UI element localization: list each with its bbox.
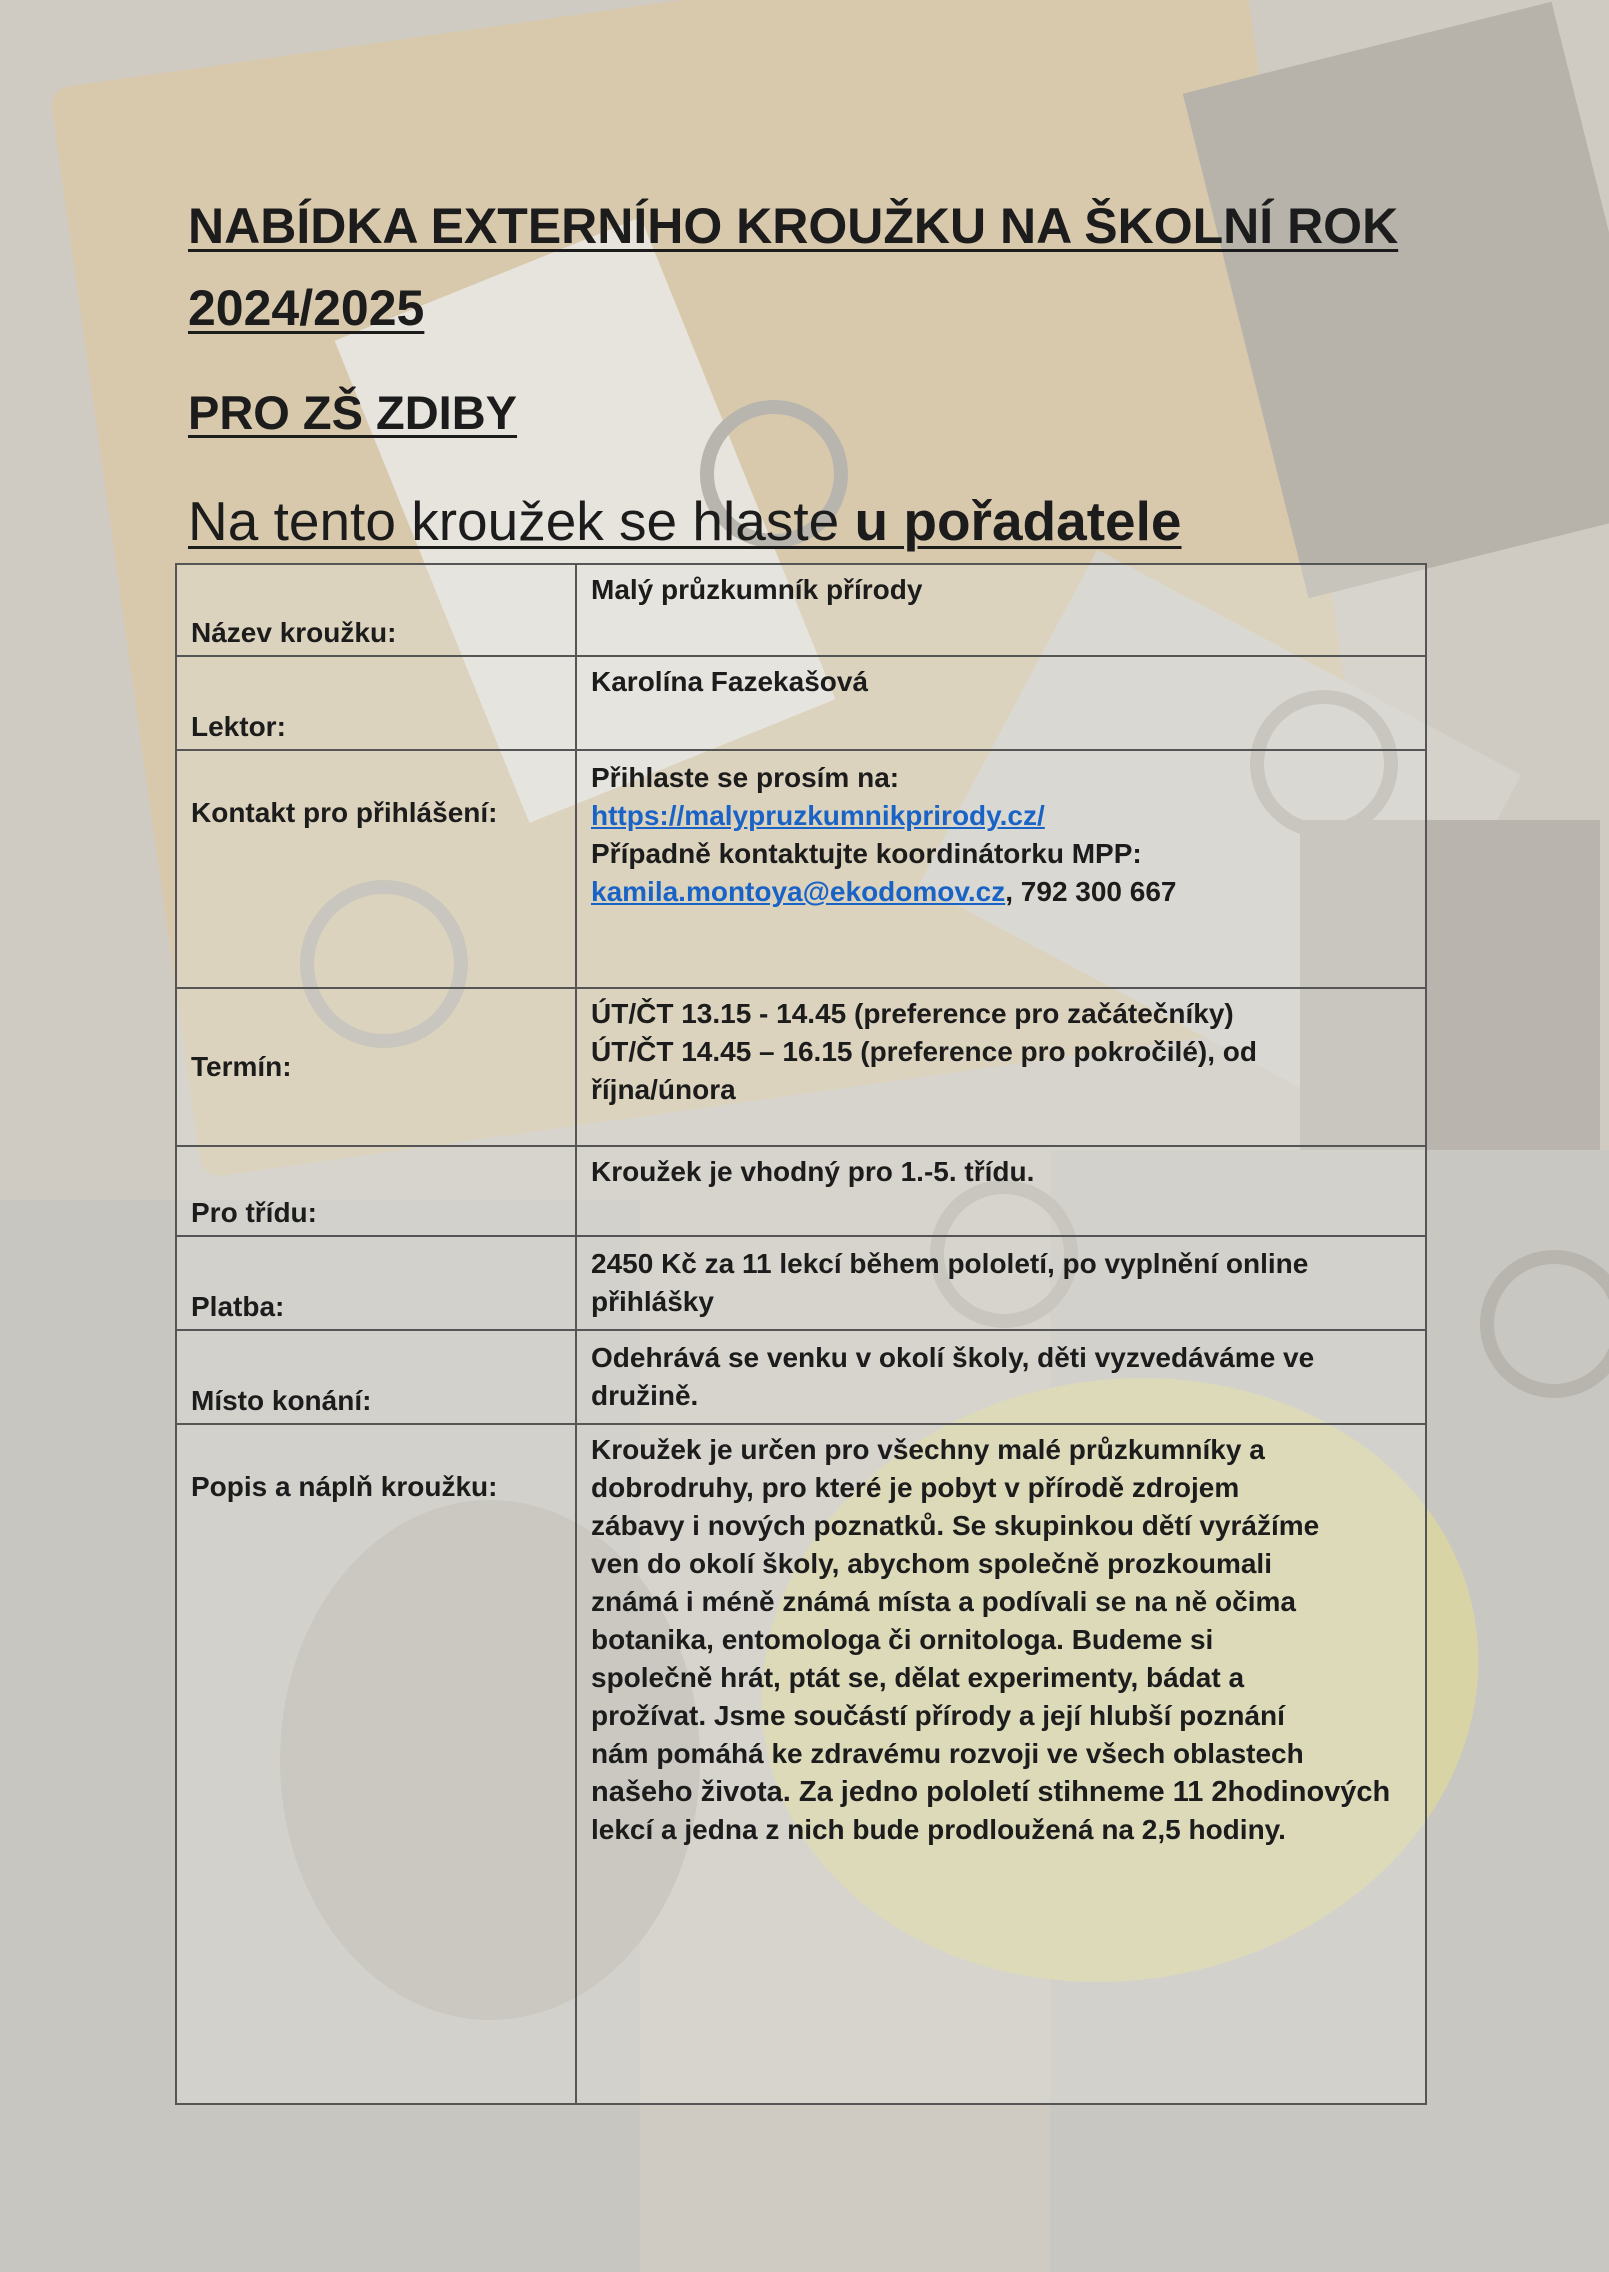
signup-emphasis: u pořadatele xyxy=(854,490,1182,552)
page-title xyxy=(188,185,1438,349)
misto-value xyxy=(576,1330,1426,1424)
signup-instruction xyxy=(188,486,1182,556)
trida-value: Kroužek je vhodný pro 1.-5. třídu. xyxy=(576,1146,1426,1236)
popis-line: známá i méně známá místa a podívali se na ně očima xyxy=(591,1586,1296,1617)
popis-line: ven do okolí školy, abychom společně prozkoumali xyxy=(591,1548,1272,1579)
platba-label: Platba: xyxy=(176,1236,576,1330)
popis-line: našeho života. Za jedno pololetí stihneme 11 2hodinových xyxy=(591,1776,1391,1808)
popis-line: zábavy i nových poznatků. Se skupinkou dětí vyrážíme xyxy=(591,1510,1320,1541)
popis-value xyxy=(576,1424,1426,2104)
lektor-label: Lektor: xyxy=(176,656,576,750)
trida-label: Pro třídu: xyxy=(176,1146,576,1236)
platba-line2: přihlášky xyxy=(591,1286,714,1317)
table-row xyxy=(176,564,1426,656)
popis-line: botanika, entomologa či ornitologa. Budeme si xyxy=(591,1624,1214,1655)
table-row xyxy=(176,1330,1426,1424)
table-row xyxy=(176,988,1426,1146)
name-label: Název kroužku: xyxy=(176,564,576,656)
popis-line: prožívat. Jsme součástí přírody a její hlubší poznání xyxy=(591,1700,1285,1731)
table-row xyxy=(176,1424,1426,2104)
platba-value xyxy=(576,1236,1426,1330)
kontakt-email-link[interactable]: kamila.montoya@ekodomov.cz xyxy=(591,876,1006,907)
termin-value xyxy=(576,988,1426,1146)
table-row xyxy=(176,750,1426,988)
popis-line: nám pomáhá ke zdravému rozvoji ve všech oblastech xyxy=(591,1738,1304,1769)
popis-line: lekcí a jedna z nich bude prodloužená na 2,5 hodiny. xyxy=(591,1814,1286,1845)
misto-line2: družině. xyxy=(591,1380,699,1411)
kontakt-phone: , 792 300 667 xyxy=(1005,876,1177,907)
termin-line3: října/února xyxy=(591,1074,736,1105)
club-info-table xyxy=(175,563,1427,2105)
kontakt-line3: Případně kontaktujte koordinátorku MPP: xyxy=(591,838,1142,869)
termin-label: Termín: xyxy=(176,988,576,1146)
page-title-line2: 2024/2025 xyxy=(188,280,425,336)
page-subtitle: PRO ZŠ ZDIBY xyxy=(188,386,518,439)
table-row xyxy=(176,656,1426,750)
kontakt-line1: Přihlaste se prosím na: xyxy=(591,762,900,793)
platba-line1: 2450 Kč za 11 lekcí během pololetí, po vyplnění online xyxy=(591,1248,1309,1279)
popis-line: dobrodruhy, pro které je pobyt v přírodě zdrojem xyxy=(591,1472,1240,1503)
kontakt-value xyxy=(576,750,1426,988)
table-row xyxy=(176,1146,1426,1236)
kontakt-url-link[interactable]: https://malypruzkumnikprirody.cz/ xyxy=(591,800,1045,831)
termin-line2: ÚT/ČT 14.45 – 16.15 (preference pro pokročilé), od xyxy=(591,1036,1257,1067)
lektor-value: Karolína Fazekašová xyxy=(576,656,1426,750)
misto-label: Místo konání: xyxy=(176,1330,576,1424)
name-value: Malý průzkumník přírody xyxy=(576,564,1426,656)
popis-label: Popis a náplň kroužku: xyxy=(176,1424,576,2104)
termin-line1: ÚT/ČT 13.15 - 14.45 (preference pro začátečníky) xyxy=(591,998,1234,1029)
page-title-line1: NABÍDKA EXTERNÍHO KROUŽKU NA ŠKOLNÍ ROK xyxy=(188,198,1399,254)
misto-line1: Odehrává se venku v okolí školy, děti vyzvedáváme ve xyxy=(591,1342,1315,1373)
popis-line: Kroužek je určen pro všechny malé průzkumníky a xyxy=(591,1434,1265,1465)
signup-prefix: Na tento kroužek se hlaste xyxy=(188,490,855,552)
table-row xyxy=(176,1236,1426,1330)
popis-line: společně hrát, ptát se, dělat experimenty, bádat a xyxy=(591,1662,1245,1693)
kontakt-label: Kontakt pro přihlášení: xyxy=(176,750,576,988)
